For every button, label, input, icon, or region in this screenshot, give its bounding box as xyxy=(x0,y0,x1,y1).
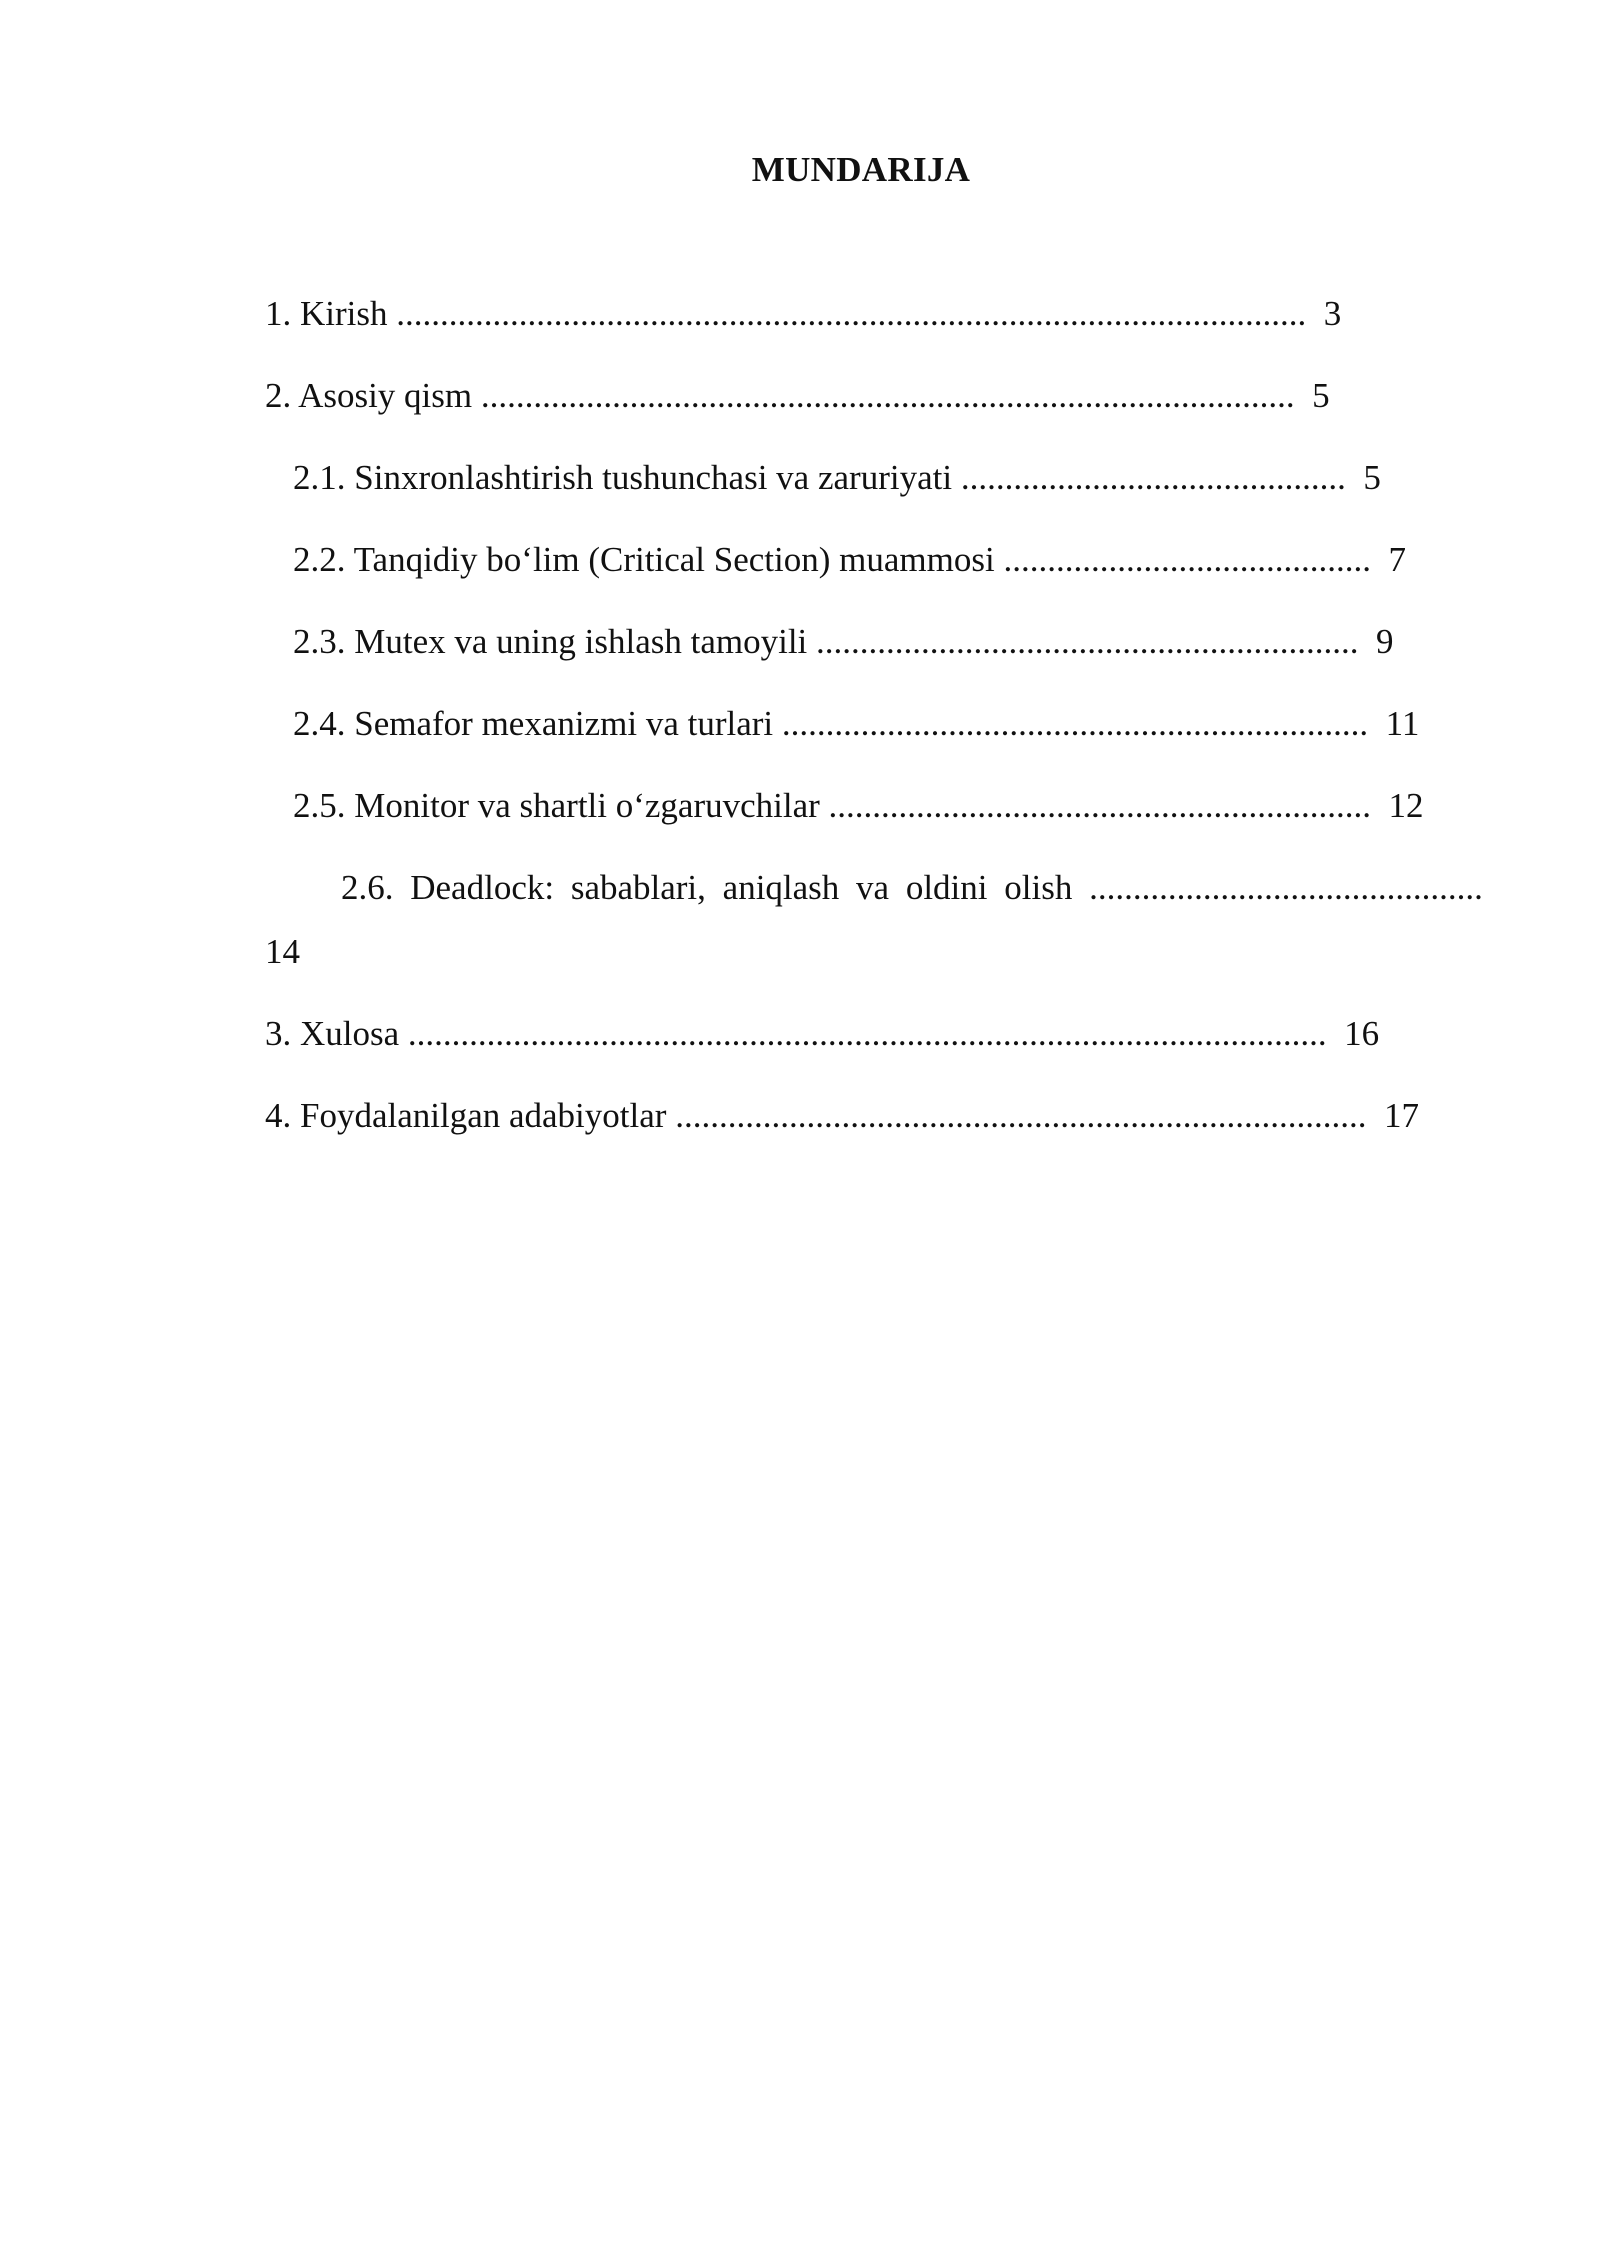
toc-entry-label: 2.4. Semafor mexanizmi va turlari xyxy=(293,704,774,743)
toc-entry-label: 2.2. Tanqidiy bo‘lim (Critical Section) muammosi xyxy=(293,540,995,579)
toc-entry-dots: ............................................ xyxy=(960,458,1346,497)
toc-entry-page: 3 xyxy=(1323,294,1342,333)
toc-entry-page: 11 xyxy=(1385,704,1420,743)
toc-entry-dots: ............................................................................... xyxy=(675,1096,1367,1135)
toc-entry-label: 1. Kirish xyxy=(265,294,388,333)
toc-entry-page: 9 xyxy=(1376,622,1394,661)
toc-entry-label: 2.6. Deadlock: sabablari, aniqlash va oldini olish xyxy=(341,868,1073,907)
toc-entry-dots: ............................................. xyxy=(1089,868,1483,907)
toc-entry-page: 12 xyxy=(1388,786,1424,825)
toc-entry-label: 2.5. Monitor va shartli o‘zgaruvchilar xyxy=(293,786,820,825)
toc-entry-page: 14 xyxy=(265,932,300,971)
toc-entry-dots: ........................................................................................................ xyxy=(396,294,1307,333)
toc-entry-dots: ............................................................................................. xyxy=(480,376,1295,415)
toc-entry-page: 5 xyxy=(1312,376,1330,415)
toc-entry-dots: .............................................................. xyxy=(816,622,1359,661)
toc-entry-page: 7 xyxy=(1388,540,1406,579)
toc-entry-dots: .......................................... xyxy=(1003,540,1371,579)
toc-entry-page: 16 xyxy=(1344,1014,1380,1053)
toc-entry-page: 17 xyxy=(1383,1096,1419,1135)
toc-entry-adabiyotlar xyxy=(230,1056,1419,1176)
toc-entry-2-6 xyxy=(274,828,1483,948)
toc-entry-label: 2.3. Mutex va uning ishlash tamoyili xyxy=(293,622,808,661)
toc-entry-dots: ................................................................... xyxy=(781,704,1369,743)
toc-entry-dots: ......................................................................................................... xyxy=(407,1014,1327,1053)
toc-entry-label: 4. Foydalanilgan adabiyotlar xyxy=(265,1096,667,1135)
toc-entry-dots: .............................................................. xyxy=(828,786,1372,825)
toc-entry-label: 2.1. Sinxronlashtirish tushunchasi va zaruriyati xyxy=(293,458,953,497)
toc-heading: MUNDARIJA xyxy=(751,150,971,189)
toc-entry-label: 2. Asosiy qism xyxy=(265,376,473,415)
toc-entry-label: 3. Xulosa xyxy=(265,1014,400,1053)
toc-entry-page: 5 xyxy=(1363,458,1381,497)
